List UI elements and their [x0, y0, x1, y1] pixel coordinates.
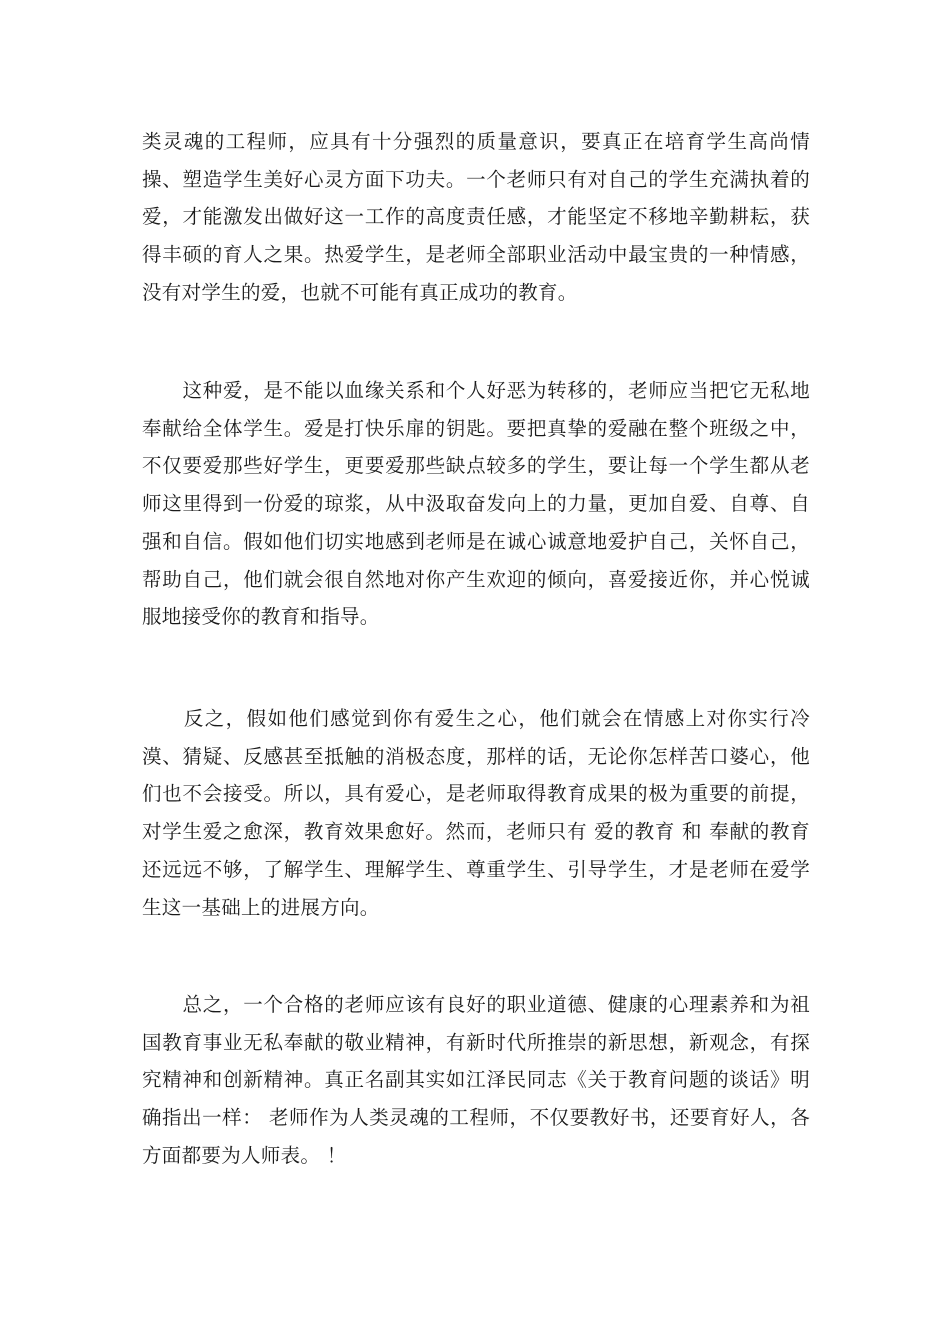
paragraph-4: 总之，一个合格的老师应该有良好的职业道德、健康的心理素养和为祖国教育事业无私奉献的敬业精神，有新时代所推崇的新思想，新观念，有探究精神和创新精神。真正名副其实如江泽民同志《关于教育问题的谈话》明确指出一样： 老师作为人类灵魂的工程师，不仅要教好书，还要育好人，各方面都要为人师表。 ！ [142, 993, 810, 1167]
paragraph-3: 反之，假如他们感觉到你有爱生之心，他们就会在情感上对你实行冷漠、猜疑、反感甚至抵触的消极态度，那样的话，无论你怎样苦口婆心，他们也不会接受。所以，具有爱心，是老师取得教育成果的极为重要的前提，对学生爱之愈深，教育效果愈好。然而，老师只有 爱的教育 和 奉献的教育 还远远不够，了解学生、理解学生、尊重学生、引导学生，才是老师在爱学生这一基础上的进展方向。 [142, 707, 817, 919]
paragraph-1: 类灵魂的工程师，应具有十分强烈的质量意识，要真正在培育学生高尚情操、塑造学生美好心灵方面下功夫。一个老师只有对自己的学生充满执着的爱，才能激发出做好这一工作的高度责任感，才能坚定不移地辛勤耕耘，获得丰硕的育人之果。热爱学生，是老师全部职业活动中最宝贵的一种情感，没有对学生的爱，也就不可能有真正成功的教育。 [142, 130, 810, 304]
paragraph-2: 这种爱，是不能以血缘关系和个人好恶为转移的，老师应当把它无私地奉献给全体学生。爱是打快乐扉的钥匙。要把真挚的爱融在整个班级之中，不仅要爱那些好学生，更要爱那些缺点较多的学生，要让每一个学生都从老师这里得到一份爱的琼浆，从中汲取奋发向上的力量，更加自爱、自尊、自强和自信。假如他们切实地感到老师是在诚心诚意地爱护自己，关怀自己，帮助自己，他们就会很自然地对你产生欢迎的倾向，喜爱接近你，并心悦诚服地接受你的教育和指导。 [142, 379, 810, 629]
